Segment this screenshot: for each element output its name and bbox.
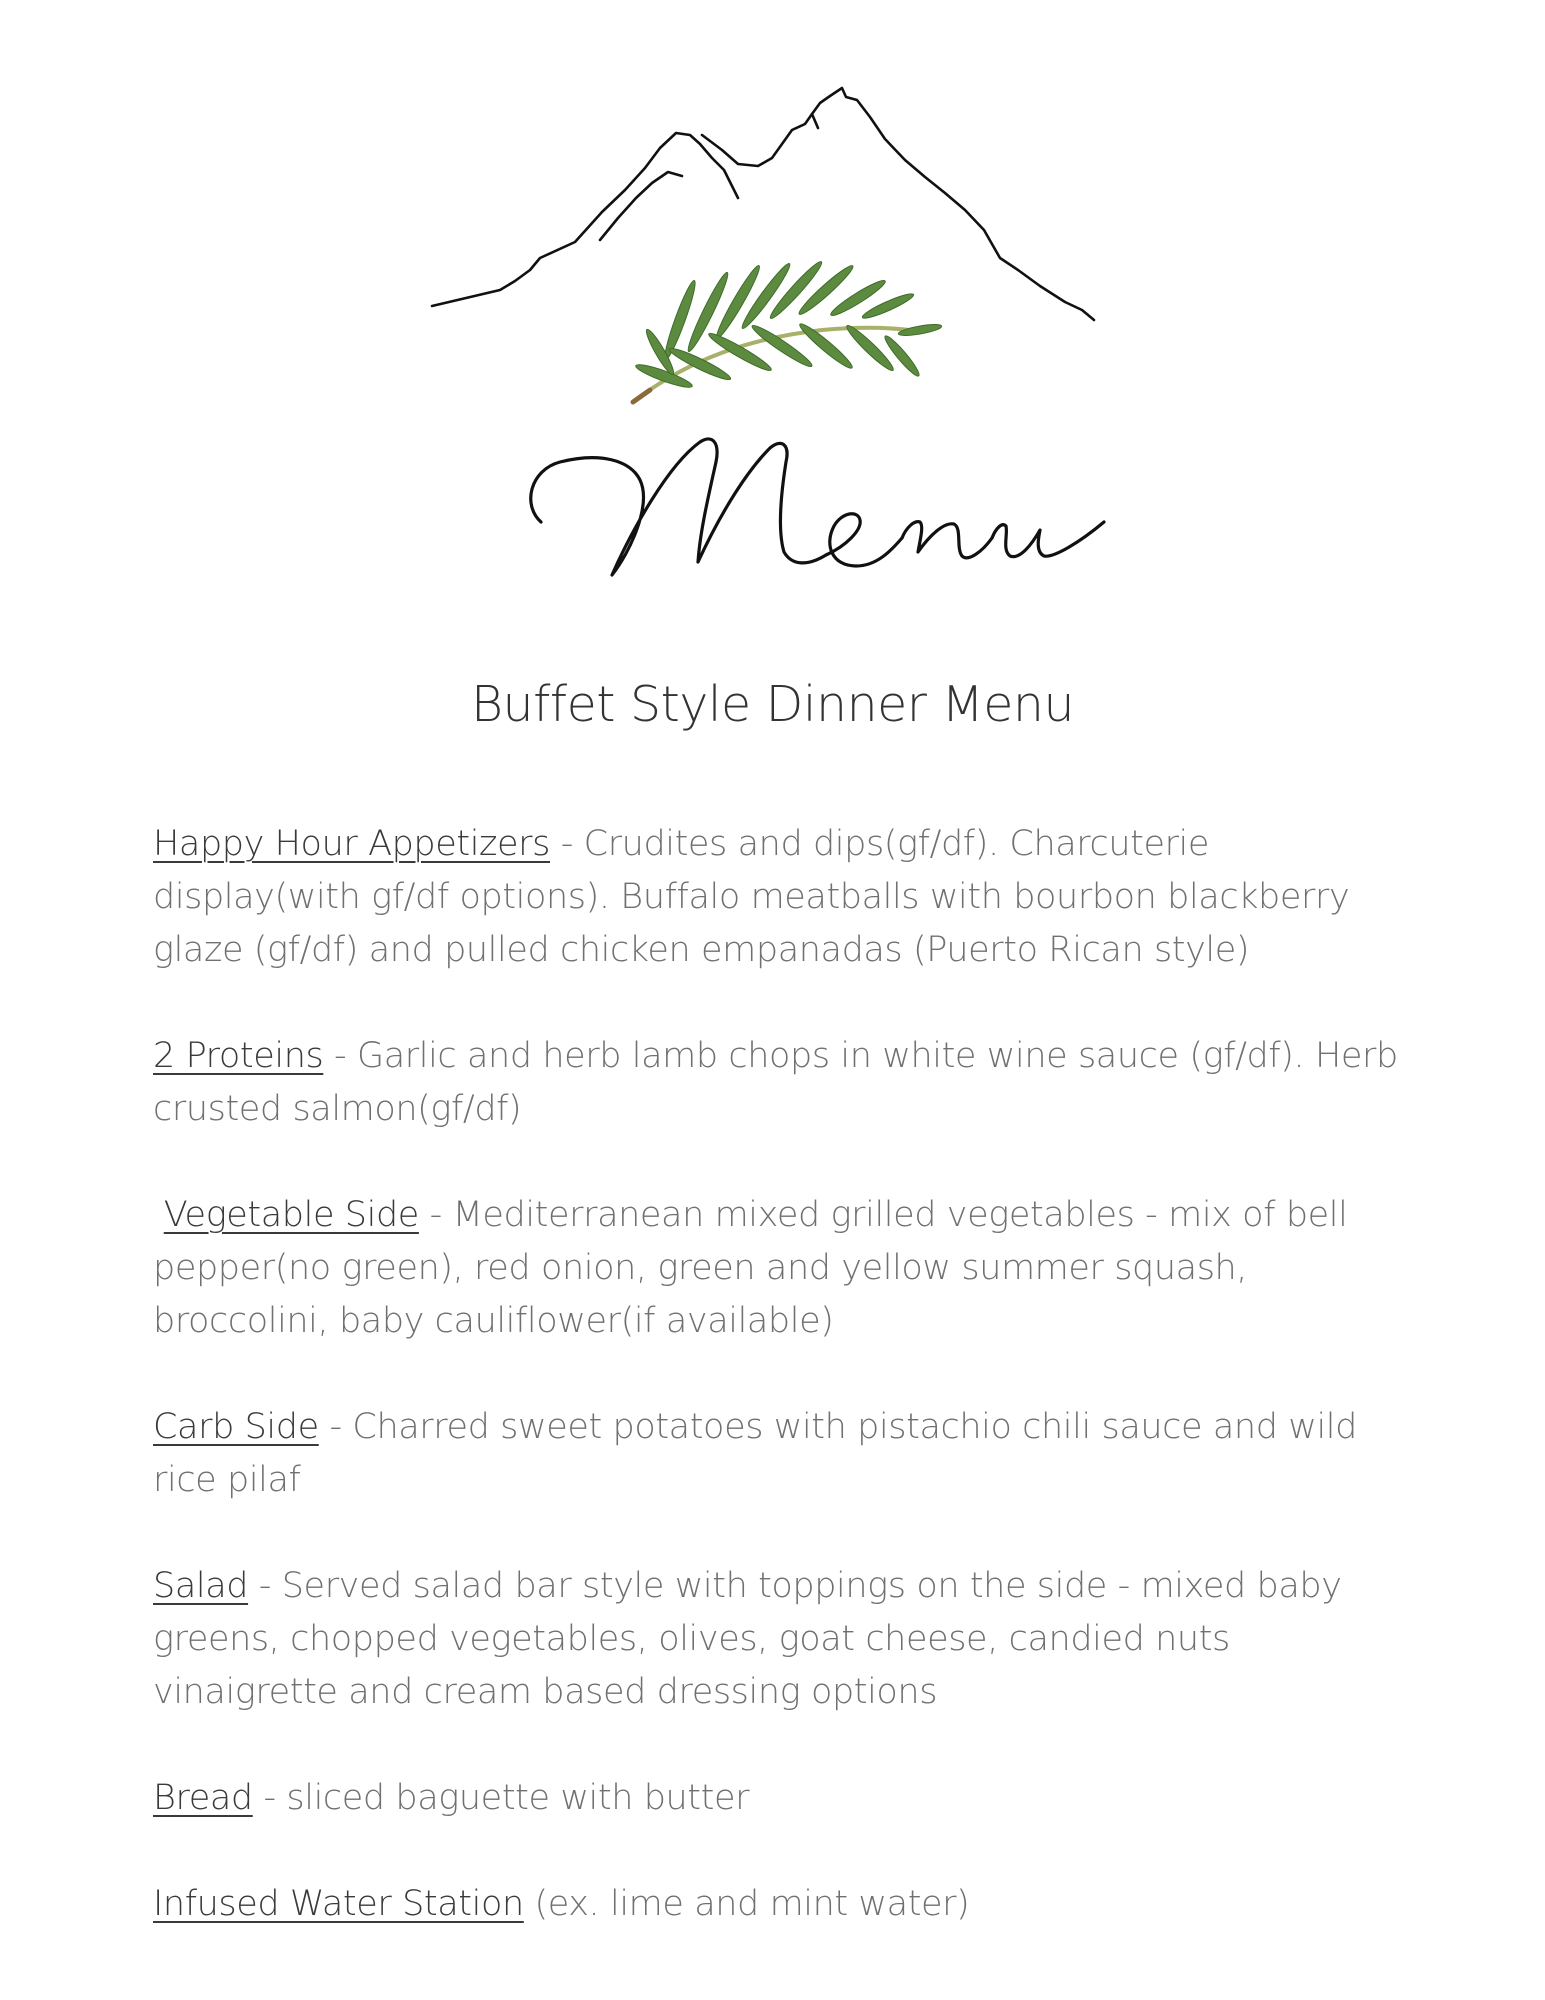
- menu-section-salad: [153, 1560, 1413, 1719]
- menu-subtitle: Buffet Style Dinner Menu: [470, 676, 1075, 733]
- section-label: Infused Water Station: [153, 1884, 524, 1924]
- menu-section-bread: [153, 1772, 1413, 1825]
- menu-section-vegetable-side: [153, 1189, 1413, 1348]
- section-label: Vegetable Side: [163, 1195, 419, 1235]
- menu-section-proteins: [153, 1030, 1413, 1136]
- section-text: - sliced baguette with butter: [252, 1778, 750, 1818]
- menu-section-appetizers: [153, 818, 1413, 977]
- menu-body: [153, 818, 1413, 1984]
- section-text: - Crudites and dips(gf/df). Charcuterie display(with gf/df options). Buffalo meatballs with bourbon blackberry glaze (gf/df) and pulled chicken empanadas (Puerto Rican style): [153, 824, 1350, 970]
- section-text: - Charred sweet potatoes with pistachio chili sauce and wild rice pilaf: [153, 1407, 1357, 1500]
- rosemary-sprig-icon: [633, 258, 942, 402]
- section-label: Happy Hour Appetizers: [153, 824, 550, 864]
- section-text: - Mediterranean mixed grilled vegetables - mix of bell pepper(no green), red onion, green and yellow summer squash, broccolini, baby cauliflower(if available): [153, 1195, 1348, 1341]
- section-text: (ex. lime and mint water): [523, 1884, 970, 1924]
- menu-logo: [0, 0, 1545, 620]
- section-label: Salad: [153, 1566, 249, 1606]
- menu-section-infused-water: [153, 1878, 1413, 1931]
- section-label: Carb Side: [153, 1407, 319, 1447]
- section-label: 2 Proteins: [153, 1036, 324, 1076]
- menu-script-title: [531, 439, 1104, 575]
- section-text: - Garlic and herb lamb chops in white wine sauce (gf/df). Herb crusted salmon(gf/df): [153, 1036, 1398, 1129]
- menu-section-carb-side: [153, 1401, 1413, 1507]
- mountain-line-icon: [432, 88, 1094, 320]
- section-text: - Served salad bar style with toppings on the side - mixed baby greens, chopped vegetables, olives, goat cheese, candied nuts vinaigrette and cream based dressing options: [153, 1566, 1342, 1712]
- section-label: Bread: [153, 1778, 253, 1818]
